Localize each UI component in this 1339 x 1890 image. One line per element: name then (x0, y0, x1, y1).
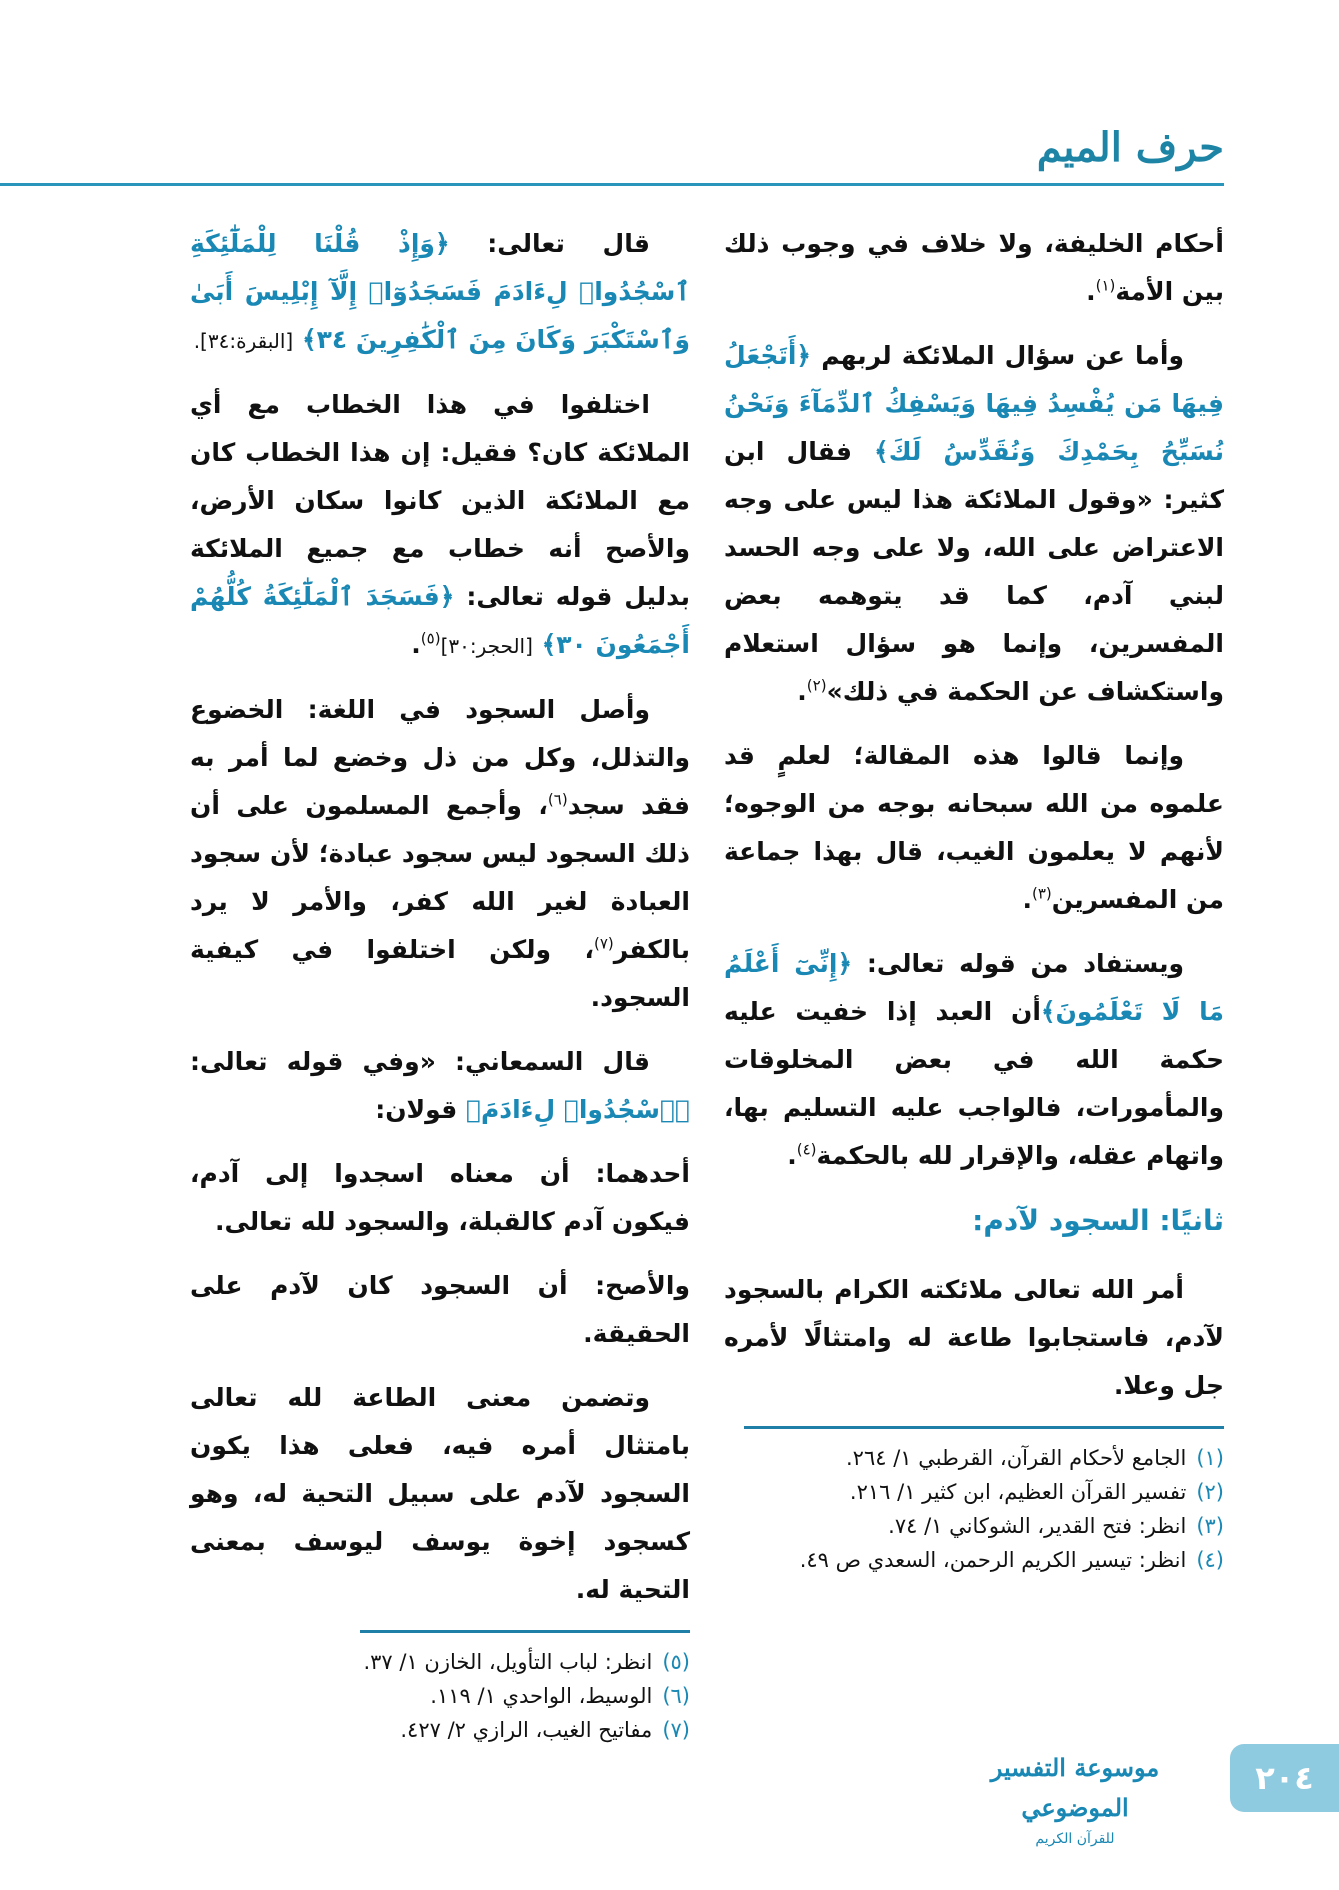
footnote-number: (٣) (1196, 1514, 1224, 1538)
footnote-number: (٧) (662, 1718, 690, 1742)
logo-title: موسوعة التفسير الموضوعي (990, 1753, 1160, 1822)
text: ويستفاد من قوله تعالى: (866, 949, 1184, 978)
paragraph: أمر الله تعالى ملائكته الكرام بالسجود لآدم، فاستجابوا طاعة له وامتثالًا لأمره جل وعلا. (724, 1275, 1224, 1400)
paragraph (190, 686, 690, 1022)
text: وأما عن سؤال الملائكة لربهم (821, 341, 1184, 370)
footnote-text: انظر: تيسير الكريم الرحمن، السعدي ص ٤٩. (799, 1548, 1187, 1572)
paragraph: أحكام الخليفة، ولا خلاف في وجوب ذلك بين الأمة$^{(١)}$. (724, 229, 1224, 306)
encyclopedia-logo (960, 1730, 1190, 1847)
paragraph: وإنما قالوا هذه المقالة؛ لعلمٍ قد علموه من الله سبحانه بوجه من الوجوه؛ لأنهم لا يعلمون الغيب، قال بهذا جماعة من المفسرين$^{(٣)}$. (724, 741, 1224, 914)
text: اختلفوا في هذا الخطاب مع أي الملائكة كان؟ فقيل: إن هذا الخطاب كان مع الملائكة الذين كانوا سكان الأرض، والأصح أنه خطاب مع جميع الملائكة بدليل قوله تعالى: (190, 390, 690, 611)
text: وإنما قالوا هذه المقالة؛ لعلمٍ قد علموه من الله سبحانه بوجه من الوجوه؛ لأنهم لا يعلمون الغيب، قال بهذا جماعة من المفسرين (724, 741, 1224, 914)
footnote (190, 1679, 690, 1713)
right-column (724, 220, 1224, 1577)
footnote-ref[interactable]: (٧) (593, 934, 614, 953)
paragraph: اختلفوا في هذا الخطاب مع أي الملائكة كان؟ فقيل: إن هذا الخطاب كان مع الملائكة الذين كانوا سكان الأرض، والأصح أنه خطاب مع جميع الملائكة بدليل قوله تعالى: ﴿فَسَجَدَ ٱلْمَلَٰٓئِكَةُ كُلُّهُمْ أَجْمَعُونَ ٣٠﴾ [الحجر:٣٠]$^{(٥)}$. (190, 390, 690, 659)
footnote-number: (٦) (662, 1684, 690, 1708)
logo-subtitle: للقرآن الكريم (1035, 1831, 1115, 1847)
verse-reference: [البقرة:٣٤]. (193, 329, 294, 353)
footnote (190, 1645, 690, 1679)
footnote-number: (٥) (662, 1650, 690, 1674)
paragraph (190, 220, 690, 365)
text: وأصل السجود في اللغة: الخضوع والتذلل، وكل من ذل وخضع لما أمر به فقد سجد (190, 695, 690, 820)
section-heading: ثانيًا: السجود لآدم: (972, 1204, 1224, 1237)
text: فقال ابن كثير: «وقول الملائكة هذا ليس على وجه الاعتراض على الله، ولا على وجه الحسد لبني آدم، كما قد يتوهمه بعض المفسرين، وإنما هو سؤال استعلام واستكشاف عن الحكمة في ذلك» (724, 437, 1224, 706)
footnote-number: (٢) (1196, 1480, 1224, 1504)
page-number-badge (1230, 1744, 1339, 1812)
footnote-ref[interactable]: (٣) (1031, 884, 1052, 903)
footnote-text: تفسير القرآن العظيم، ابن كثير ١/ ٢١٦. (849, 1480, 1187, 1504)
quran-verse: ﴿إِنِّىٓ أَعْلَمُ مَا لَا تَعْلَمُونَ﴾ (724, 949, 1225, 1026)
footnote-number: (١) (1196, 1446, 1224, 1470)
left-column (190, 220, 690, 1747)
footnote (724, 1509, 1224, 1543)
footnote-divider (360, 1630, 690, 1633)
text: أحكام الخليفة، ولا خلاف في وجوب ذلك بين الأمة (724, 229, 1224, 306)
text: ، وأجمع المسلمون على أن ذلك السجود ليس سجود عبادة؛ لأن سجود العبادة لغير الله كفر، والأمر لا يرد بالكفر (190, 791, 690, 964)
footnote (190, 1713, 690, 1747)
paragraph: والأصح: أن السجود كان لآدم على الحقيقة. (190, 1271, 690, 1348)
quran-verse: ﴿ٱسْجُدُوا۟ لِءَادَمَ﴾ (465, 1095, 690, 1124)
footnote-ref[interactable]: (١) (1095, 276, 1116, 295)
footnote-number: (٤) (1196, 1548, 1224, 1572)
paragraph: وأما عن سؤال الملائكة لربهم ﴿أَتَجْعَلُ فِيهَا مَن يُفْسِدُ فِيهَا وَيَسْفِكُ ٱلدِّمَآءَ وَنَحْنُ نُسَبِّحُ بِحَمْدِكَ وَنُقَدِّسُ لَكَ﴾ فقال ابن كثير: «وقول الملائكة هذا ليس على وجه الاعتراض على الله، ولا على وجه الحسد لبني آدم، كما قد يتوهمه بعض المفسرين، وإنما هو سؤال استعلام واستكشاف عن الحكمة في ذلك»$^{(٢)}$. (724, 341, 1224, 706)
paragraph (190, 1038, 690, 1134)
text: قولان: (375, 1095, 458, 1124)
paragraph: أحدهما: أن معناه اسجدوا إلى آدم، فيكون آدم كالقبلة، والسجود لله تعالى. (190, 1159, 690, 1236)
footnote-ref[interactable]: (٢) (806, 676, 827, 695)
text: قال السمعاني: «وفي قوله تعالى: (190, 1047, 650, 1076)
footnote-text: مفاتيح الغيب، الرازي ٢/ ٤٢٧. (400, 1718, 653, 1742)
page-number: ٢٠٤ (1255, 1759, 1314, 1797)
page-title: حرف الميم (1036, 124, 1224, 171)
footnote-text: انظر: لباب التأويل، الخازن ١/ ٣٧. (363, 1650, 653, 1674)
text: أن العبد إذا خفيت عليه حكمة الله في بعض المخلوقات والمأمورات، فالواجب عليه التسليم بها، واتهام عقله، والإقرار لله بالحكمة (724, 997, 1224, 1170)
paragraph: وتضمن معنى الطاعة لله تعالى بامتثال أمره فيه، فعلى هذا يكون السجود لآدم على سبيل التحية له، وهو كسجود إخوة يوسف ليوسف بمعنى التحية له. (190, 1383, 690, 1604)
text: قال تعالى: (487, 229, 650, 258)
footnote (724, 1441, 1224, 1475)
footnote-text: الوسيط، الواحدي ١/ ١١٩. (430, 1684, 653, 1708)
footnote-text: الجامع لأحكام القرآن، القرطبي ١/ ٢٦٤. (845, 1446, 1187, 1470)
quran-verse: ﴿أَتَجْعَلُ فِيهَا مَن يُفْسِدُ فِيهَا وَيَسْفِكُ ٱلدِّمَآءَ وَنَحْنُ نُسَبِّحُ بِحَمْدِكَ وَنُقَدِّسُ لَكَ﴾ (724, 341, 1224, 466)
footnote-ref[interactable]: (٦) (547, 790, 568, 809)
paragraph: ويستفاد من قوله تعالى: ﴿إِنِّىٓ أَعْلَمُ مَا لَا تَعْلَمُونَ﴾أن العبد إذا خفيت عليه حكمة الله في بعض المخلوقات والمأمورات، فالواجب عليه التسليم بها، واتهام عقله، والإقرار لله بالحكمة$^{(٤)}$. (724, 949, 1225, 1170)
header-rule (0, 183, 1224, 186)
footnote (724, 1475, 1224, 1509)
text: ، ولكن اختلفوا في كيفية السجود. (190, 935, 690, 1012)
footnote-divider (744, 1426, 1224, 1429)
footnote (724, 1543, 1224, 1577)
verse-reference: [الحجر:٣٠] (440, 634, 533, 658)
quran-verse: ﴿وَإِذْ قُلْنَا لِلْمَلَٰٓئِكَةِ ٱسْجُدُوا۟ لِءَادَمَ فَسَجَدُوٓا۟ إِلَّآ إِبْلِيسَ أَبَىٰ وَٱسْتَكْبَرَ وَكَانَ مِنَ ٱلْكَٰفِرِينَ ٣٤﴾ (190, 229, 690, 354)
quran-verse: ﴿فَسَجَدَ ٱلْمَلَٰٓئِكَةُ كُلُّهُمْ أَجْمَعُونَ ٣٠﴾ (190, 582, 690, 659)
footnote-text: انظر: فتح القدير، الشوكاني ١/ ٧٤. (888, 1514, 1187, 1538)
footnote-ref[interactable]: (٤) (796, 1140, 817, 1159)
footnote-ref[interactable]: (٥) (420, 629, 441, 648)
